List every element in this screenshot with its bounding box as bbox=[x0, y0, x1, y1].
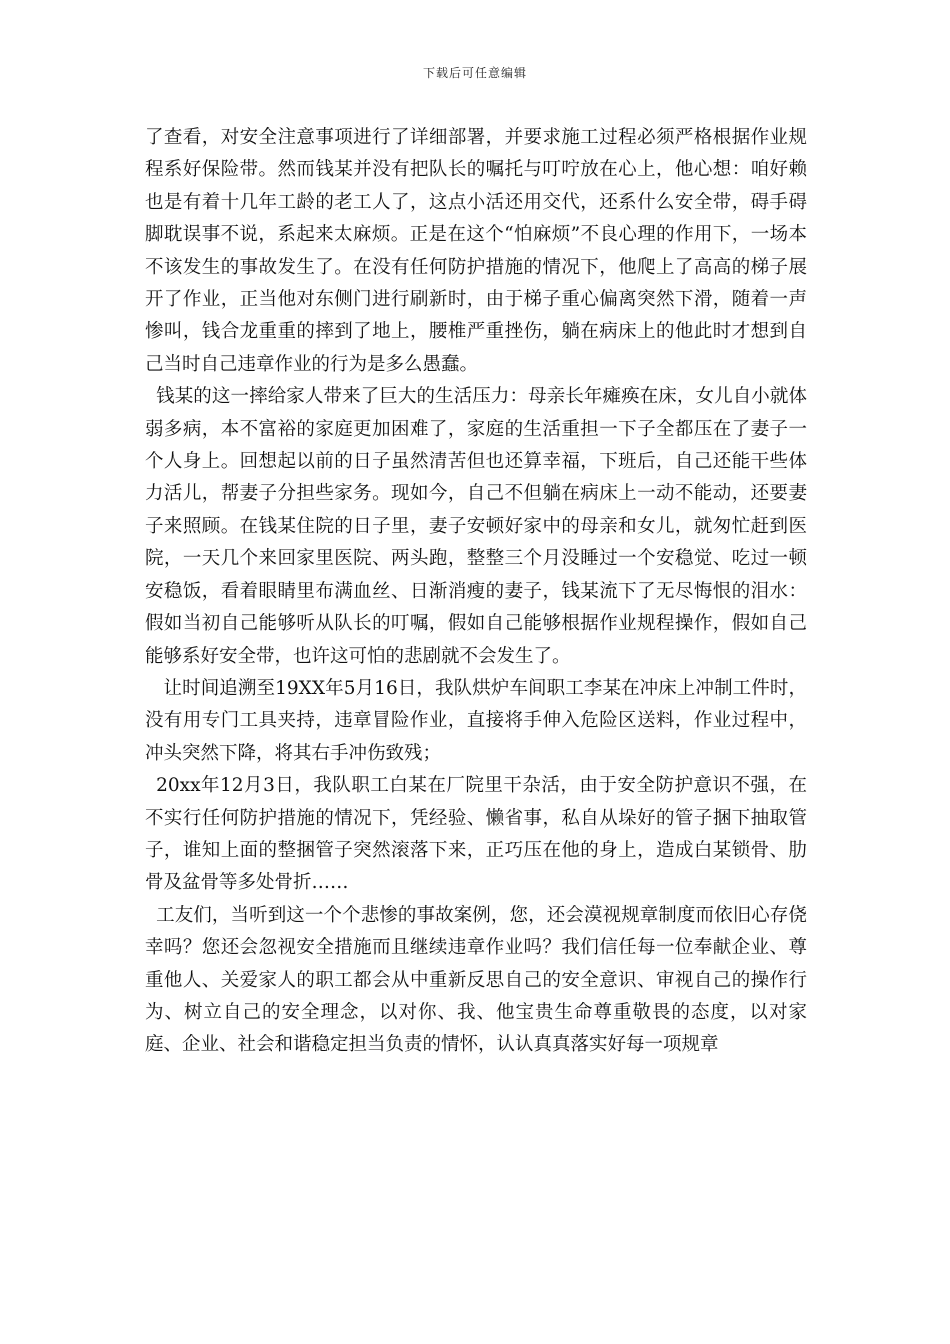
paragraph-4: 20xx年12月3日，我队职工白某在厂院里干杂活，由于安全防护意识不强，在不实行任何防护措施的情况下，凭经验、懒省事，私自从垛好的管子捆下抽取管子，谁知上面的整捆管子突然滚落下来，正巧压在他的身上，造成白某锁骨、肋骨及盆骨等多处骨折…… bbox=[145, 775, 807, 894]
paragraph-5: 工友们，当听到这一个个悲惨的事故案例，您，还会漠视规章制度而依旧心存侥幸吗？您还会忽视安全措施而且继续违章作业吗？我们信任每一位奉献企业、尊重他人、关爱家人的职工都会从中重新反思自己的安全意识、审视自己的操作行为、树立自己的安全理念，以对你、我、他宝贵生命尊重敬畏的态度，以对家庭、企业、社会和谐稳定担当负责的情怀，认认真真落实好每一项规章 bbox=[145, 904, 807, 1056]
paragraph-3: 让时间追溯至19XX年5月16日，我队烘炉车间职工李某在冲床上冲制工件时，没有用专门工具夹持，违章冒险作业，直接将手伸入危险区送料，作业过程中，冲头突然下降，将其右手冲伤致残； bbox=[145, 677, 807, 764]
paragraph-2: 钱某的这一摔给家人带来了巨大的生活压力：母亲长年瘫痪在床，女儿自小就体弱多病，本不富裕的家庭更加困难了，家庭的生活重担一下子全都压在了妻子一个人身上。回想起以前的日子虽然清苦但也还算幸福，下班后，自己还能干些体力活儿，帮妻子分担些家务。现如今，自己不但躺在病床上一动不能动，还要妻子来照顾。在钱某住院的日子里，妻子安顿好家中的母亲和女儿，就匆忙赶到医院，一天几个来回家里医院、两头跑，整整三个月没睡过一个安稳觉、吃过一顿安稳饭，看着眼睛里布满血丝、日渐消瘦的妻子，钱某流下了无尽悔恨的泪水：假如当初自己能够听从队长的叮嘱，假如自己能够根据作业规程操作，假如自己能够系好安全带，也许这可怕的悲剧就不会发生了。 bbox=[145, 386, 807, 667]
paragraph-1: 了查看，对安全注意事项进行了详细部署，并要求施工过程必须严格根据作业规程系好保险带。然而钱某并没有把队长的嘱托与叮咛放在心上，他心想：咱好赖也是有着十几年工龄的老工人了，这点小活还用交代，还系什么安全带，碍手碍脚耽误事不说，系起来太麻烦。正是在这个“怕麻烦”不良心理的作用下，一场本不该发生的事故发生了。在没有任何防护措施的情况下，他爬上了高高的梯子展开了作业，正当他对东侧门进行刷新时，由于梯子重心偏离突然下滑，随着一声惨叫，钱合龙重重的摔到了地上，腰椎严重挫伤，躺在病床上的他此时才想到自己当时自己违章作业的行为是多么愚蠢。 bbox=[145, 127, 807, 375]
page-header: 下载后可任意编辑 bbox=[422, 66, 527, 80]
document-body bbox=[145, 122, 807, 1062]
